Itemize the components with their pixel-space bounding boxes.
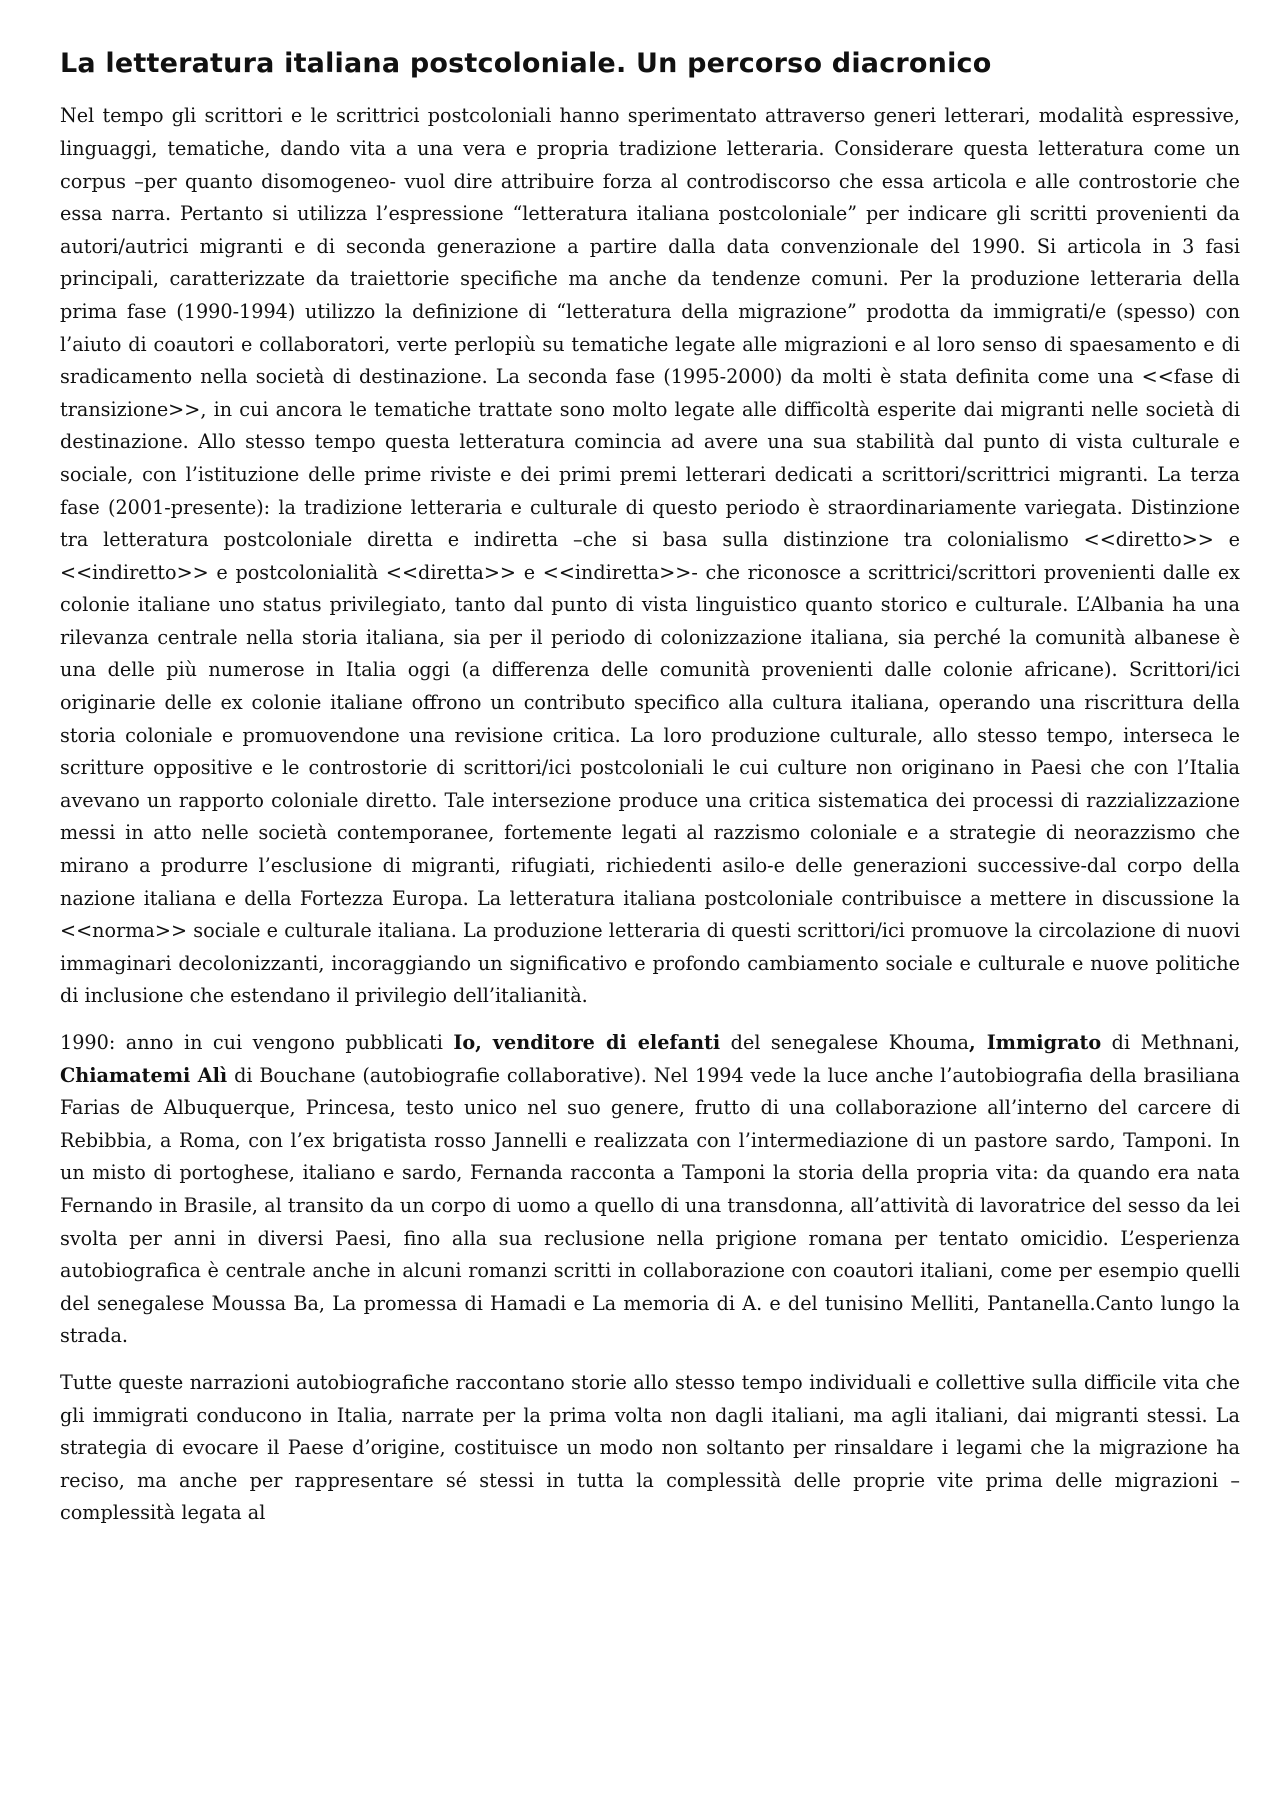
text-run: 1990: anno in cui vengono pubblicati <box>60 1031 454 1055</box>
text-run: del senegalese Khouma <box>720 1031 969 1055</box>
book-title-immigrato: , Immigrato <box>968 1031 1102 1055</box>
text-run: di Methnani, <box>1101 1031 1241 1055</box>
paragraph-1990-works <box>60 1027 1240 1353</box>
paragraph-phases: Nel tempo gli scrittori e le scrittrici postcoloniali hanno sperimentato attraverso generi letterari, modalità espressive, linguaggi, tematiche, dando vita a una vera e propria tradizione letteraria. Considerare questa letteratura come un corpus –per quanto disomogeneo- vuol dire attribuire forza al controdiscorso che essa articola e alle controstorie che essa narra. Pertanto si utilizza l’espressione “letteratura italiana postcoloniale” per indicare gli scritti provenienti da autori/autrici migranti e di seconda generazione a partire dalla data convenzionale del 1990. Si articola in 3 fasi principali, caratterizzate da traiettorie specifiche ma anche da tendenze comuni. Per la produzione letteraria della prima fase (1990-1994) utilizzo la definizione di “letteratura della migrazione” prodotta da immigrati/e (spesso) con l’aiuto di coautori e collaboratori, verte perlopiù su tematiche legate alle migrazioni e al loro senso di spaesamento e di sradicamento nella società di destinazione. La seconda fase (1995-2000) da molti è stata definita come una <<fase di transizione>>, in cui ancora le tematiche trattate sono molto legate alle difficoltà esperite dai migranti nelle società di destinazione. Allo stesso tempo questa letteratura comincia ad avere una sua stabilità dal punto di vista culturale e sociale, con l’istituzione delle prime riviste e dei primi premi letterari dedicati a scrittori/scrittrici migranti. La terza fase (2001-presente): la tradizione letteraria e culturale di questo periodo è straordinariamente variegata. Distinzione tra letteratura postcoloniale diretta e indiretta –che si basa sulla distinzione tra colonialismo <<diretto>> e <<indiretto>> e postcolonialità <<diretta>> e <<indiretta>>- che riconosce a scrittrici/scrittori provenienti dalle ex colonie italiane uno status privilegiato, tanto dal punto di vista linguistico quanto storico e culturale. L’Albania ha una rilevanza centrale nella storia italiana, sia per il periodo di colonizzazione italiana, sia perché la comunità albanese è una delle più numerose in Italia oggi (a differenza delle comunità provenienti dalle colonie africane). Scrittori/ici originarie delle ex colonie italiane offrono un contributo specifico alla cultura italiana, operando una riscrittura della storia coloniale e promuovendone una revisione critica. La loro produzione culturale, allo stesso tempo, interseca le scritture oppositive e le controstorie di scrittori/ici postcoloniali le cui culture non originano in Paesi che con l’Italia avevano un rapporto coloniale diretto. Tale intersezione produce una critica sistematica dei processi di razzializzazione messi in atto nelle società contemporanee, fortemente legati al razzismo coloniale e a strategie di neorazzismo che mirano a produrre l’esclusione di migranti, rifugiati, richiedenti asilo-e delle generazioni successive-dal corpo della nazione italiana e della Fortezza Europa. La letteratura italiana postcoloniale contribuisce a mettere in discussione la <<norma>> sociale e culturale italiana. La produzione letteraria di questi scrittori/ici promuove la circolazione di nuovi immaginari decolonizzanti, incoraggiando un significativo e profondo cambiamento sociale e culturale e nuove politiche di inclusione che estendano il privilegio dell’italianità. <box>60 104 1240 1008</box>
paragraph-autobiographical-narrations: Tutte queste narrazioni autobiografiche raccontano storie allo stesso tempo individuali e collettive sulla difficile vita che gli immigrati conducono in Italia, narrate per la prima volta non dagli italiani, ma agli italiani, dai migranti stessi. La strategia di evocare il Paese d’origine, costituisce un modo non soltanto per rinsaldare i legami che la migrazione ha reciso, ma anche per rappresentare sé stessi in tutta la complessità delle proprie vite prima delle migrazioni –complessità legata al <box>60 1370 1240 1525</box>
book-title-chiamatemi-ali: Chiamatemi Alì <box>60 1063 228 1087</box>
text-run: di Bouchane (autobiografie collaborative). Nel 1994 vede la luce anche l’autobiografia della brasiliana Farias de Albuquerque, Princesa, testo unico nel suo genere, frutto di una collaborazione all’interno del carcere di Rebibbia, a Roma, con l’ex brigatista rosso Jannelli e realizzata con l’intermediazione di un pastore sardo, Tamponi. In un misto di portoghese, italiano e sardo, Fernanda racconta a Tamponi la storia della propria vita: da quando era nata Fernando in Brasile, al transito da un corpo di uomo a quello di una transdonna, all’attività di lavoratrice del sesso da lei svolta per anni in diversi Paesi, fino alla sua reclusione nella prigione romana per tentato omicidio. L’esperienza autobiografica è centrale anche in alcuni romanzi scritti in collaborazione con coautori italiani, come per esempio quelli del senegalese Moussa Ba, La promessa di Hamadi e La memoria di A. e del tunisino Melliti, Pantanella.Canto lungo la strada. <box>60 1063 1240 1348</box>
document-title: La letteratura italiana postcoloniale. Un percorso diacronico <box>60 48 992 79</box>
book-title-venditore: Io, venditore di elefanti <box>453 1031 721 1055</box>
document-page <box>60 36 1240 1544</box>
